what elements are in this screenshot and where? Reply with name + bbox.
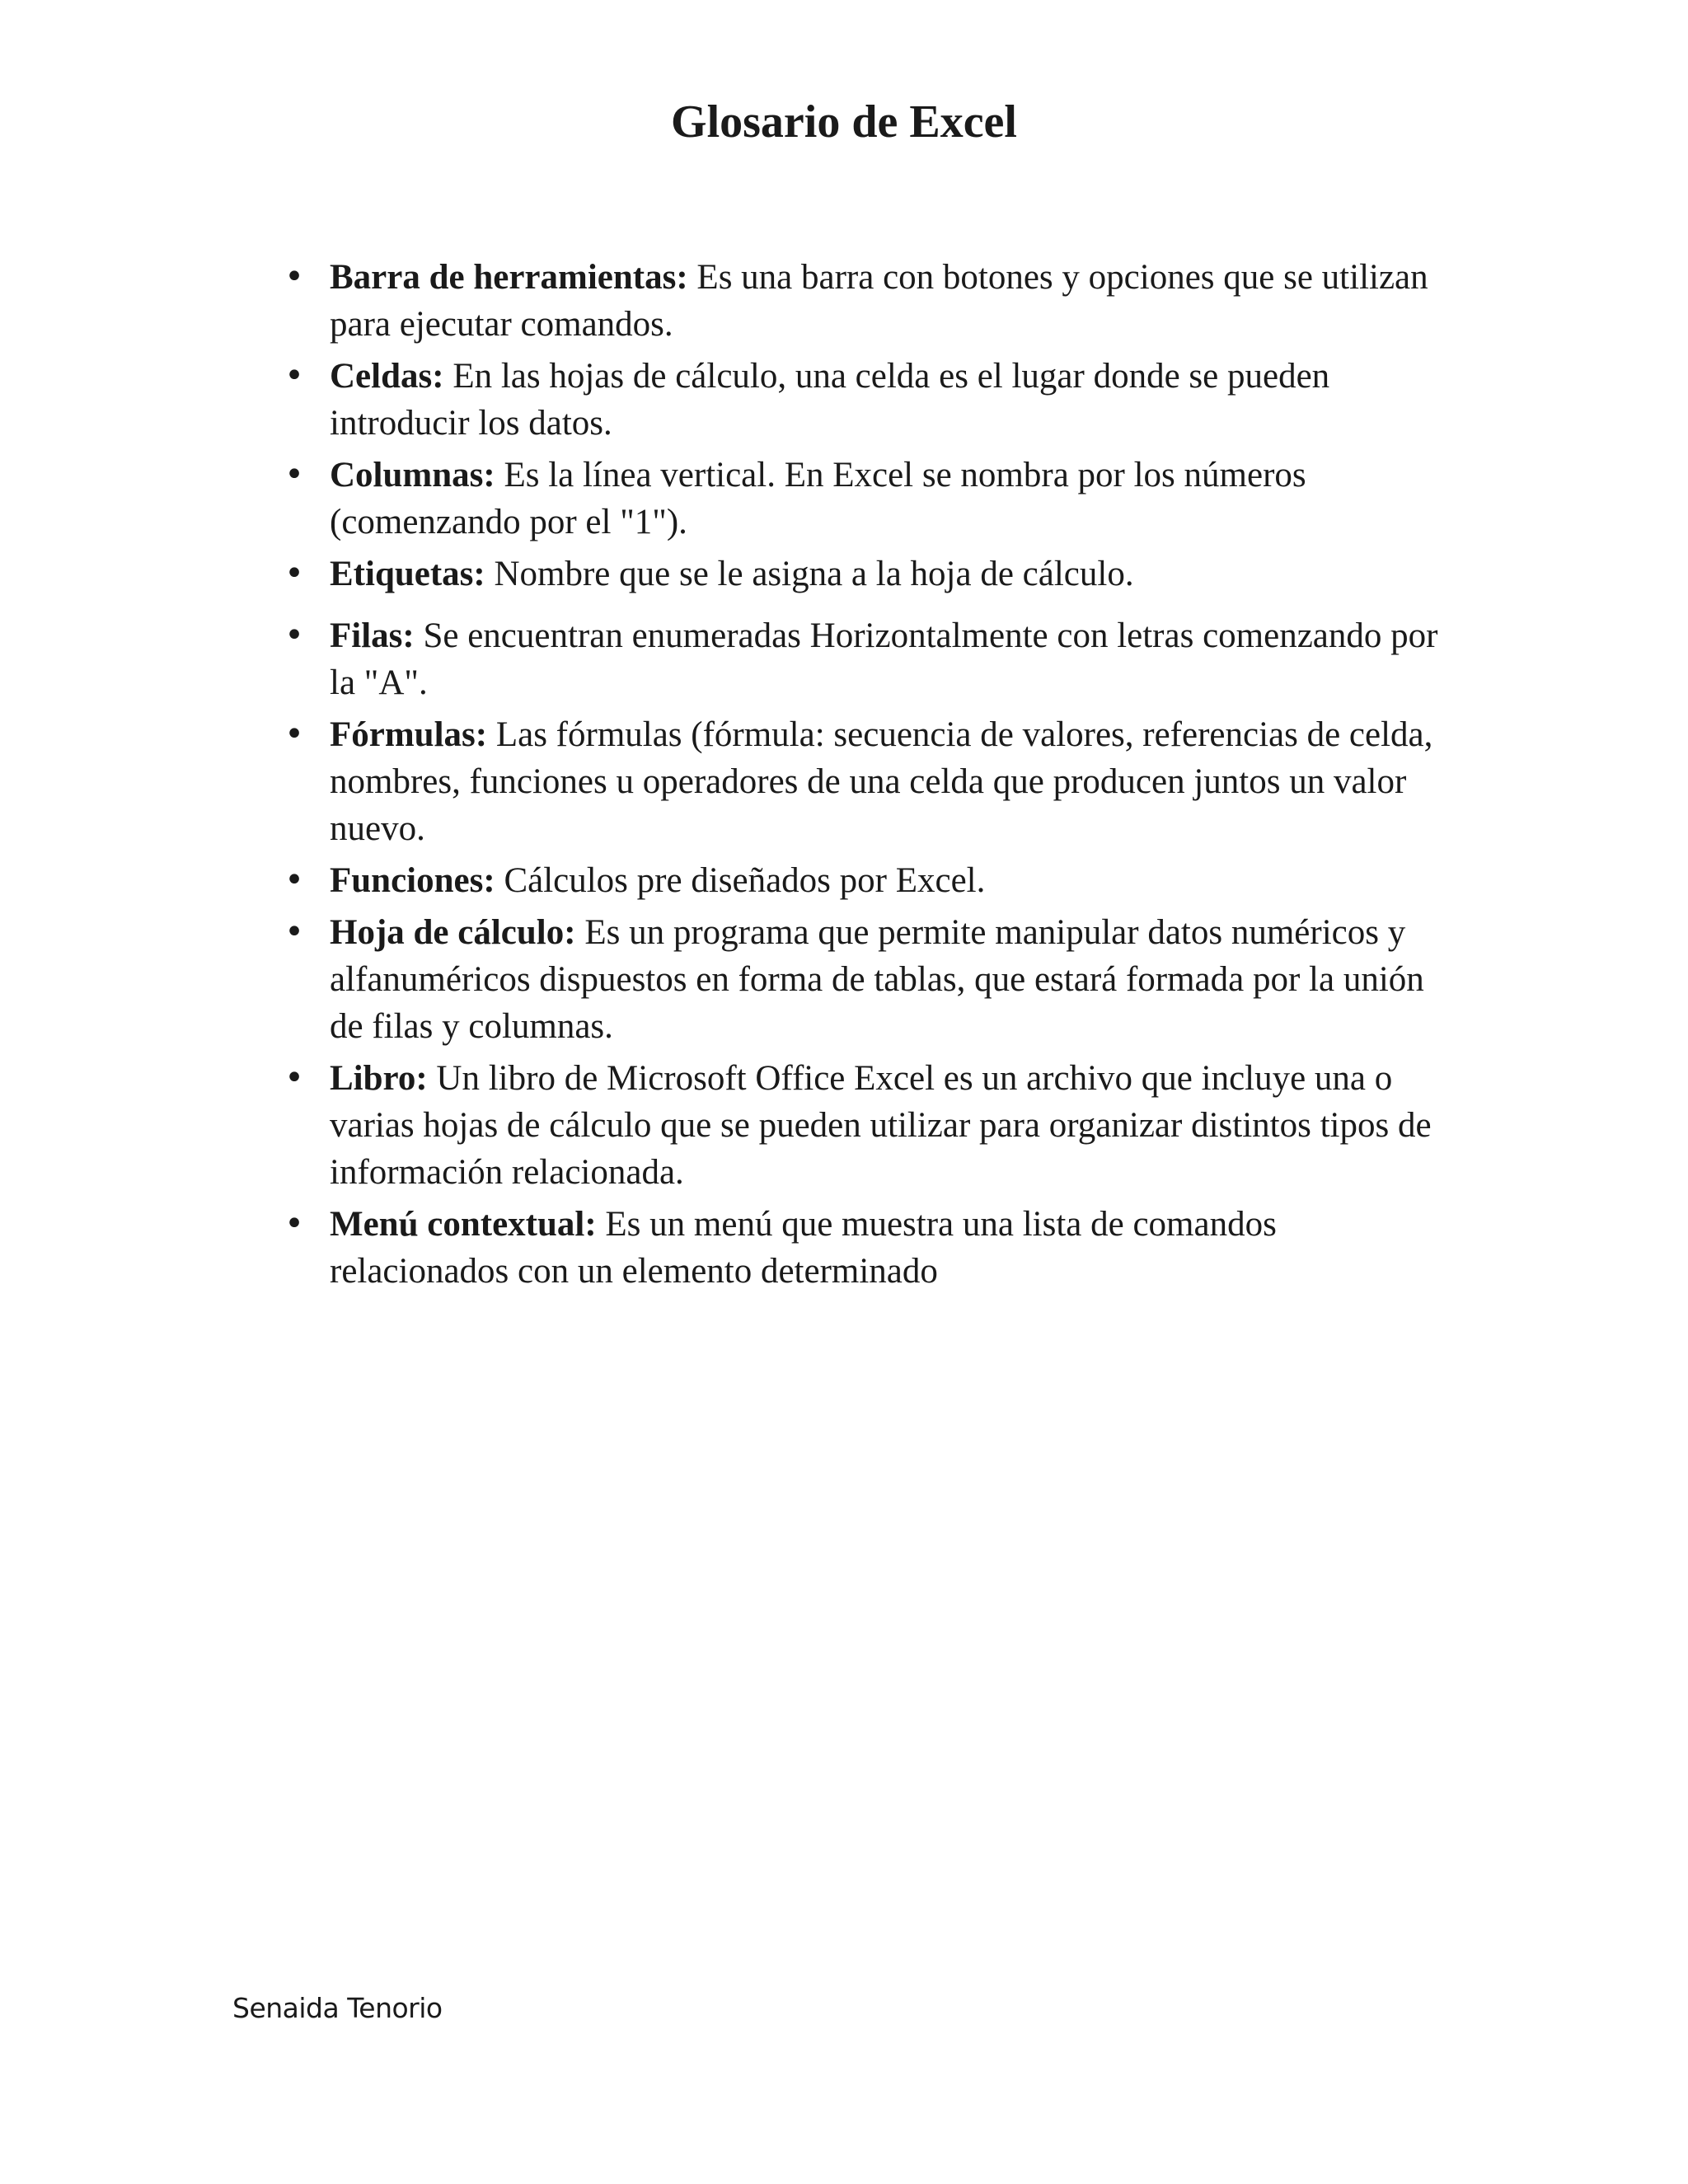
footer-author: Senaida Tenorio	[232, 1992, 443, 2024]
glossary-item	[284, 1201, 1451, 1295]
glossary-term: Funciones:	[330, 861, 495, 900]
glossary-term: Celdas:	[330, 357, 444, 396]
glossary-term: Fórmulas:	[330, 715, 488, 754]
glossary-definition: Es una barra con botones y opciones que se utilizan para ejecutar comandos.	[330, 258, 1428, 344]
glossary-term: Hoja de cálculo:	[330, 913, 576, 952]
glossary-item	[284, 452, 1451, 546]
glossary-term: Menú contextual:	[330, 1205, 597, 1244]
bullet-icon: •	[284, 258, 304, 296]
bullet-icon: •	[284, 456, 304, 494]
glossary-term: Etiquetas:	[330, 555, 485, 593]
document-title: Glosario de Excel	[671, 96, 1017, 148]
glossary-definition: Es la línea vertical. En Excel se nombra por los números (comenzando por el "1").	[330, 456, 1306, 541]
bullet-icon: •	[284, 1205, 304, 1243]
glossary-item	[284, 909, 1451, 1050]
glossary-term: Filas:	[330, 616, 415, 655]
bullet-icon: •	[284, 861, 304, 899]
bullet-icon: •	[284, 357, 304, 395]
glossary-definition: Un libro de Microsoft Office Excel es un archivo que incluye una o varias hojas de cálculo que se pueden utilizar para organizar distintos tipos de información relacionada.	[330, 1059, 1432, 1192]
bullet-icon: •	[284, 913, 304, 951]
glossary-definition: Nombre que se le asigna a la hoja de cálculo.	[485, 555, 1134, 593]
glossary-item	[284, 254, 1451, 348]
bullet-icon: •	[284, 616, 304, 654]
bullet-icon: •	[284, 715, 304, 753]
glossary-item	[284, 857, 1451, 904]
bullet-icon: •	[284, 555, 304, 593]
glossary-item	[284, 711, 1451, 852]
glossary-term: Libro:	[330, 1059, 428, 1098]
glossary-item	[284, 1055, 1451, 1196]
glossary-definition: Es un menú que muestra una lista de comandos relacionados con un elemento determinado	[330, 1205, 1277, 1291]
glossary-item	[284, 353, 1451, 447]
glossary-term: Columnas:	[330, 456, 495, 494]
bullet-icon: •	[284, 1059, 304, 1097]
glossary-definition: Las fórmulas (fórmula: secuencia de valores, referencias de celda, nombres, funciones u operadores de una celda que producen juntos un valor nuevo.	[330, 715, 1433, 848]
glossary-definition: Cálculos pre diseñados por Excel.	[495, 861, 986, 900]
glossary-term: Barra de herramientas:	[330, 258, 688, 297]
glossary-definition: En las hojas de cálculo, una celda es el lugar donde se pueden introducir los datos.	[330, 357, 1330, 443]
glossary-item	[284, 551, 1451, 598]
glossary-item	[284, 612, 1451, 706]
glossary-definition: Es un programa que permite manipular datos numéricos y alfanuméricos dispuestos en forma de tablas, que estará formada por la unión de filas y columnas.	[330, 913, 1424, 1046]
glossary-definition: Se encuentran enumeradas Horizontalmente con letras comenzando por la "A".	[330, 616, 1438, 702]
glossary-list	[284, 254, 1451, 1300]
